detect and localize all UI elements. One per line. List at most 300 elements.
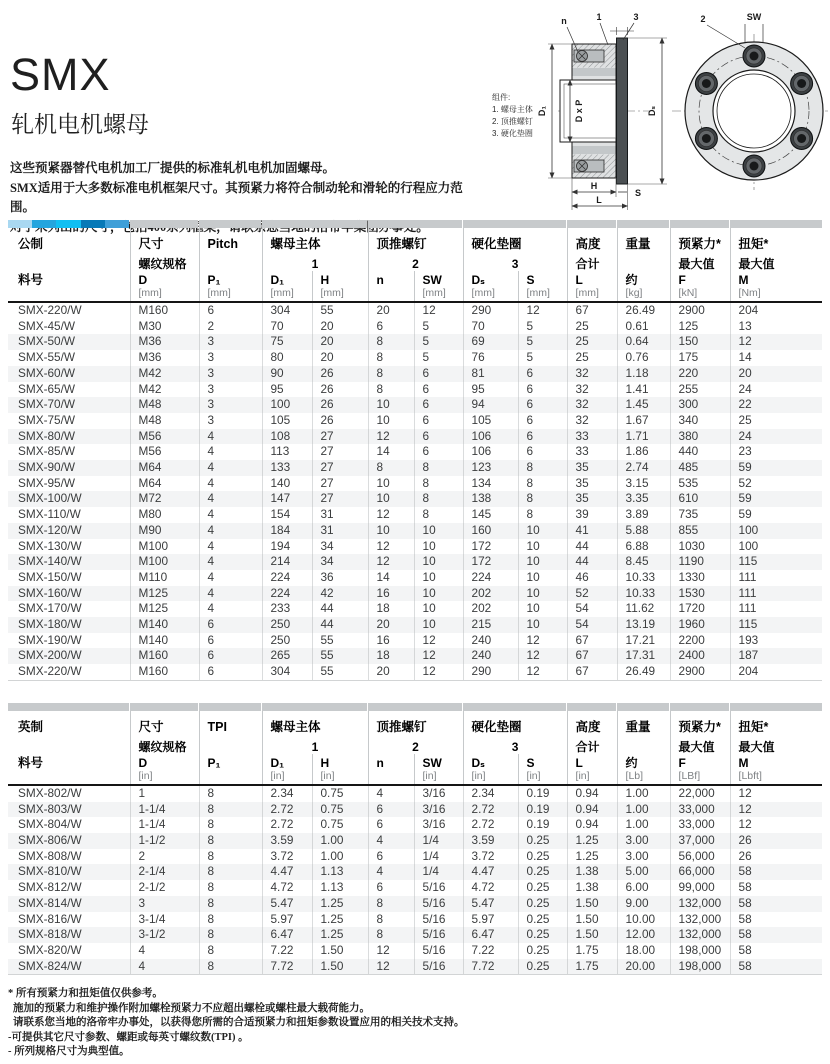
cell: 13 xyxy=(730,319,822,335)
cell: 58 xyxy=(730,880,822,896)
cell: 1190 xyxy=(670,554,730,570)
cell: 5/16 xyxy=(414,927,463,943)
cell: 0.61 xyxy=(617,319,670,335)
table-row xyxy=(8,523,822,539)
cell: 27 xyxy=(312,444,368,460)
part-number: SMX-45/W xyxy=(18,318,76,333)
cell: 4.72 xyxy=(262,880,312,896)
column-group-header: 扭矩* xyxy=(730,228,822,252)
cell: M100 xyxy=(130,539,199,555)
table-row xyxy=(8,633,822,649)
imperial-top-strip xyxy=(8,703,822,711)
cell: 233 xyxy=(262,601,312,617)
legend-title: 组件: xyxy=(492,93,511,102)
cell: 3.15 xyxy=(617,476,670,492)
table-row xyxy=(8,491,822,507)
symbol-header-row xyxy=(8,271,822,302)
cell: 44 xyxy=(312,601,368,617)
cell: 20 xyxy=(312,334,368,350)
cell: 0.75 xyxy=(312,817,368,833)
cell: 3 xyxy=(199,382,262,398)
part-number: SMX-80/W xyxy=(8,429,130,445)
cell: 132,000 xyxy=(670,912,730,928)
cell: 3 xyxy=(199,350,262,366)
cell: 160 xyxy=(463,523,518,539)
cell: 106 xyxy=(463,429,518,445)
cell: 10 xyxy=(368,476,414,492)
cell: 5.97 xyxy=(262,912,312,928)
part-number: SMX-110/W xyxy=(18,507,81,522)
column-header: D₁ [in] xyxy=(262,754,312,785)
column-header: SW [mm] xyxy=(414,271,463,302)
part-number: SMX-808/W xyxy=(18,848,82,863)
cell: 3/16 xyxy=(414,785,463,802)
label-3: 3 xyxy=(633,12,639,22)
cell: 0.25 xyxy=(518,864,567,880)
cell: 4 xyxy=(199,460,262,476)
cell: 5.47 xyxy=(463,896,518,912)
table-unit-system: 公制 xyxy=(18,237,44,251)
cell: 8 xyxy=(368,896,414,912)
cell: 202 xyxy=(463,601,518,617)
cell: 8 xyxy=(368,927,414,943)
cell: 8 xyxy=(368,334,414,350)
table-row xyxy=(8,539,822,555)
cell: 9.00 xyxy=(617,896,670,912)
cell: 58 xyxy=(730,912,822,928)
legend-item-2: 2. 顶推螺钉 xyxy=(492,117,533,126)
cell: 55 xyxy=(312,633,368,649)
cell: 1530 xyxy=(670,586,730,602)
table-row xyxy=(8,319,822,335)
column-header: P₁ xyxy=(199,754,262,785)
cell: 5.00 xyxy=(617,864,670,880)
column-group-header: 尺寸 xyxy=(130,711,199,735)
cell: 14 xyxy=(368,570,414,586)
cell: M42 xyxy=(130,366,199,382)
part-number: SMX-818/W xyxy=(8,927,130,943)
column-subheader: 合计 xyxy=(567,735,617,754)
group-header-row xyxy=(8,228,822,252)
cell: 6.00 xyxy=(617,880,670,896)
strip-segment xyxy=(567,220,616,228)
brand-strip-color xyxy=(56,220,80,228)
cell: 4 xyxy=(199,586,262,602)
cell: 10.33 xyxy=(617,586,670,602)
column-header: n xyxy=(368,754,414,785)
column-header: L [in] xyxy=(567,754,617,785)
cell: 8 xyxy=(199,896,262,912)
cell: 8 xyxy=(199,943,262,959)
cell: 3.35 xyxy=(617,491,670,507)
column-header: D [mm] xyxy=(130,271,199,302)
cell: 194 xyxy=(262,539,312,555)
table-row xyxy=(8,460,822,476)
cell: 10 xyxy=(414,570,463,586)
cell: 123 xyxy=(463,460,518,476)
column-subheader: 最大值 xyxy=(670,735,730,754)
cell: 6 xyxy=(414,366,463,382)
cell: 27 xyxy=(312,429,368,445)
cell: M36 xyxy=(130,334,199,350)
column-group-header: 螺母主体 xyxy=(262,711,368,735)
cell: 1-1/4 xyxy=(130,802,199,818)
cell: M36 xyxy=(130,350,199,366)
cell: 113 xyxy=(262,444,312,460)
label-sw: SW xyxy=(746,12,762,22)
part-number: SMX-130/W xyxy=(18,538,82,553)
cell: 132,000 xyxy=(670,927,730,943)
part-number: SMX-802/W xyxy=(18,785,82,800)
cell: 1.18 xyxy=(617,366,670,382)
cell: 240 xyxy=(463,633,518,649)
cell: 12.00 xyxy=(617,927,670,943)
cell: 8.45 xyxy=(617,554,670,570)
column-header: L [mm] xyxy=(567,271,617,302)
cell: 12 xyxy=(414,664,463,680)
table-row xyxy=(8,912,822,928)
cell: 172 xyxy=(463,554,518,570)
cell: 35 xyxy=(567,491,617,507)
cell: 26 xyxy=(730,833,822,849)
cell: 5.47 xyxy=(262,896,312,912)
cell: M30 xyxy=(130,319,199,335)
cell: 12 xyxy=(518,648,567,664)
cell: 6 xyxy=(414,413,463,429)
column-subheader xyxy=(199,252,262,271)
cell: 304 xyxy=(262,664,312,680)
cell: 12 xyxy=(414,302,463,319)
cell: 76 xyxy=(463,350,518,366)
cell: M125 xyxy=(130,586,199,602)
cell: 2.72 xyxy=(262,817,312,833)
cell: 26 xyxy=(730,849,822,865)
column-subheader: 3 xyxy=(463,252,567,271)
cell: 380 xyxy=(670,429,730,445)
cell: 5/16 xyxy=(414,943,463,959)
cell: 12 xyxy=(518,664,567,680)
brand-strip-color xyxy=(8,220,32,228)
cell: 0.25 xyxy=(518,959,567,975)
cell: 8 xyxy=(518,460,567,476)
cell: 52 xyxy=(730,476,822,492)
cell: 8 xyxy=(199,817,262,833)
cell: 4 xyxy=(199,491,262,507)
column-subheader: 2 xyxy=(368,252,463,271)
cell: 46 xyxy=(567,570,617,586)
cell: 5.88 xyxy=(617,523,670,539)
cell: 4 xyxy=(199,429,262,445)
cell: 1030 xyxy=(670,539,730,555)
part-number: SMX-95/W xyxy=(18,475,76,490)
cell: 198,000 xyxy=(670,943,730,959)
cell: 2 xyxy=(199,319,262,335)
cell: 12 xyxy=(730,334,822,350)
table-row xyxy=(8,943,822,959)
table-row xyxy=(8,444,822,460)
strip-segment xyxy=(199,703,261,711)
part-number: SMX-170/W xyxy=(18,601,82,616)
cell: 24 xyxy=(730,429,822,445)
cell: M160 xyxy=(130,302,199,319)
strip-segment xyxy=(130,220,198,228)
cell: 4.47 xyxy=(262,864,312,880)
cell: 27 xyxy=(312,491,368,507)
column-header: H [mm] xyxy=(312,271,368,302)
description-line: SMX适用于大多数标准电机框架尺寸。其预紧力将符合制动轮和滑轮的行程应力范围。 xyxy=(10,180,463,214)
cell: 10 xyxy=(368,491,414,507)
subheader-spacer xyxy=(8,735,130,754)
cell: 5 xyxy=(414,350,463,366)
cell: 37,000 xyxy=(670,833,730,849)
table-row xyxy=(8,350,822,366)
column-group-header: 重量 xyxy=(617,228,670,252)
table-row xyxy=(8,802,822,818)
jacking-screw-top xyxy=(574,50,604,62)
cell: 140 xyxy=(262,476,312,492)
label-2: 2 xyxy=(700,14,706,24)
cell: 250 xyxy=(262,617,312,633)
cell: 8 xyxy=(414,476,463,492)
cell: 8 xyxy=(414,507,463,523)
cell: 4.72 xyxy=(463,880,518,896)
table-row xyxy=(8,849,822,865)
cell: 14 xyxy=(368,444,414,460)
cell: 7.72 xyxy=(262,959,312,975)
cell: 4 xyxy=(199,507,262,523)
cell: 6 xyxy=(199,302,262,319)
cell: 44 xyxy=(567,554,617,570)
cell: 8 xyxy=(368,350,414,366)
cell: 8 xyxy=(199,849,262,865)
symbol-header-row xyxy=(8,754,822,785)
cell: 10 xyxy=(518,539,567,555)
column-group-header: 预紧力* xyxy=(670,711,730,735)
cell: 3.00 xyxy=(617,849,670,865)
table-row xyxy=(8,429,822,445)
table-row xyxy=(8,366,822,382)
cell: 14 xyxy=(730,350,822,366)
cell: 1.25 xyxy=(312,927,368,943)
cell: 32 xyxy=(567,397,617,413)
cell: 6.47 xyxy=(262,927,312,943)
cell: 1.00 xyxy=(617,802,670,818)
cell: 8 xyxy=(199,912,262,928)
cell: 0.25 xyxy=(518,880,567,896)
cell: 535 xyxy=(670,476,730,492)
label-dxp: D x P xyxy=(574,99,584,123)
cell: 55 xyxy=(312,664,368,680)
part-number: SMX-200/W xyxy=(8,648,130,664)
cell: 18.00 xyxy=(617,943,670,959)
cell: 67 xyxy=(567,633,617,649)
cell: 1/4 xyxy=(414,833,463,849)
cell: 26 xyxy=(312,397,368,413)
cell: M72 xyxy=(130,491,199,507)
cell: 6 xyxy=(368,817,414,833)
cell: 1.86 xyxy=(617,444,670,460)
cell: 4 xyxy=(368,785,414,802)
cell: 3 xyxy=(199,397,262,413)
table-header xyxy=(8,228,822,302)
cell: 5 xyxy=(414,334,463,350)
subheader-row xyxy=(8,735,822,754)
cell: 1.25 xyxy=(312,896,368,912)
cell: 300 xyxy=(670,397,730,413)
cell: 1-1/4 xyxy=(130,817,199,833)
cell: 66,000 xyxy=(670,864,730,880)
brand-strip-color xyxy=(32,220,56,228)
cell: 1.25 xyxy=(312,912,368,928)
cell: 34 xyxy=(312,554,368,570)
cell: 32 xyxy=(567,382,617,398)
cell: 16 xyxy=(368,633,414,649)
column-header: D₁ [mm] xyxy=(262,271,312,302)
table-row xyxy=(8,601,822,617)
cell: 1330 xyxy=(670,570,730,586)
subheader-spacer xyxy=(8,252,130,271)
cell: 4 xyxy=(199,570,262,586)
column-header: 约 [Lb] xyxy=(617,754,670,785)
cell: 1.50 xyxy=(567,912,617,928)
cell: 10 xyxy=(414,539,463,555)
cell: 5.97 xyxy=(463,912,518,928)
strip-segment xyxy=(730,703,822,711)
cell: 7.22 xyxy=(262,943,312,959)
cell: 100 xyxy=(262,397,312,413)
cell: 4 xyxy=(130,943,199,959)
cell: 133 xyxy=(262,460,312,476)
cell: 147 xyxy=(262,491,312,507)
cell: 10 xyxy=(518,570,567,586)
part-number: SMX-806/W xyxy=(8,833,130,849)
part-number: SMX-55/W xyxy=(18,350,76,365)
cell: 4 xyxy=(368,864,414,880)
cell: 8 xyxy=(368,912,414,928)
cell: 41 xyxy=(567,523,617,539)
label-1: 1 xyxy=(596,12,602,22)
column-group-header: Pitch xyxy=(199,228,262,252)
strip-segment xyxy=(567,703,616,711)
cell: 735 xyxy=(670,507,730,523)
part-number: SMX-150/W xyxy=(18,569,82,584)
part-number: SMX-190/W xyxy=(18,632,82,647)
table-row xyxy=(8,648,822,664)
cell: M100 xyxy=(130,554,199,570)
part-number: SMX-803/W xyxy=(8,802,130,818)
column-group-header: 螺母主体 xyxy=(262,228,368,252)
legend-item-3: 3. 硬化垫圈 xyxy=(492,129,533,138)
cell: 6 xyxy=(414,382,463,398)
cell: 150 xyxy=(670,334,730,350)
cell: 75 xyxy=(262,334,312,350)
cell: 1.75 xyxy=(567,959,617,975)
cell: 2900 xyxy=(670,302,730,319)
cell: 59 xyxy=(730,491,822,507)
cell: M90 xyxy=(130,523,199,539)
cell: 6 xyxy=(368,802,414,818)
cell: 3 xyxy=(199,366,262,382)
cell: 4 xyxy=(199,601,262,617)
cell: M48 xyxy=(130,413,199,429)
column-subheader: 螺纹规格 xyxy=(130,252,199,271)
strip-segment xyxy=(730,220,822,228)
footnote-line: 施加的预紧力和维护操作附加螺栓预紧力不应超出螺栓或螺柱最大载荷能力。 xyxy=(13,1002,370,1014)
footnotes xyxy=(8,987,648,1060)
cell: 6 xyxy=(199,664,262,680)
cell: 17.21 xyxy=(617,633,670,649)
cell: 2.72 xyxy=(463,817,518,833)
metric-section xyxy=(8,220,822,681)
cell: 2 xyxy=(130,849,199,865)
cell: 255 xyxy=(670,382,730,398)
cell: 1.75 xyxy=(567,943,617,959)
cell: 2200 xyxy=(670,633,730,649)
cell: 132,000 xyxy=(670,896,730,912)
cell: 193 xyxy=(730,633,822,649)
cell: 23 xyxy=(730,444,822,460)
cell: 5 xyxy=(518,334,567,350)
column-group-header: 预紧力* xyxy=(670,228,730,252)
cell: 3.72 xyxy=(463,849,518,865)
cell: 12 xyxy=(368,554,414,570)
cell: 55 xyxy=(312,302,368,319)
cell: 1/4 xyxy=(414,849,463,865)
cell: 35 xyxy=(567,460,617,476)
cell: 4 xyxy=(199,523,262,539)
nut-cross-section xyxy=(537,12,667,210)
cell: 35 xyxy=(567,476,617,492)
strip-segment xyxy=(8,703,129,711)
cell: 90 xyxy=(262,366,312,382)
strip-segment xyxy=(617,703,669,711)
cell: 10 xyxy=(518,523,567,539)
cell: 2.34 xyxy=(463,785,518,802)
cell: 20.00 xyxy=(617,959,670,975)
cell: 0.76 xyxy=(617,350,670,366)
cell: 1.38 xyxy=(567,880,617,896)
table-row xyxy=(8,617,822,633)
cell: M160 xyxy=(130,664,199,680)
cell: 42 xyxy=(312,586,368,602)
cell: 1.67 xyxy=(617,413,670,429)
cell: 7.72 xyxy=(463,959,518,975)
cell: 18 xyxy=(368,601,414,617)
cell: 7.22 xyxy=(463,943,518,959)
cell: 20 xyxy=(312,319,368,335)
cell: 4 xyxy=(199,539,262,555)
cell: 8 xyxy=(199,785,262,802)
cell: 20 xyxy=(368,664,414,680)
cell: 5/16 xyxy=(414,880,463,896)
cell: 0.94 xyxy=(567,802,617,818)
cell: 10 xyxy=(414,523,463,539)
column-header: n xyxy=(368,271,414,302)
cell: 8 xyxy=(368,382,414,398)
cell: 0.19 xyxy=(518,817,567,833)
cell: M80 xyxy=(130,507,199,523)
cell: 25 xyxy=(567,334,617,350)
label-n: n xyxy=(561,16,567,26)
cell: 25 xyxy=(567,350,617,366)
cell: 58 xyxy=(730,896,822,912)
part-number: SMX-820/W xyxy=(18,942,82,957)
cell: 6 xyxy=(518,397,567,413)
row-label-header: 料号 xyxy=(8,271,130,302)
cell: 115 xyxy=(730,554,822,570)
cell: 290 xyxy=(463,664,518,680)
column-subheader: 最大值 xyxy=(730,735,822,754)
